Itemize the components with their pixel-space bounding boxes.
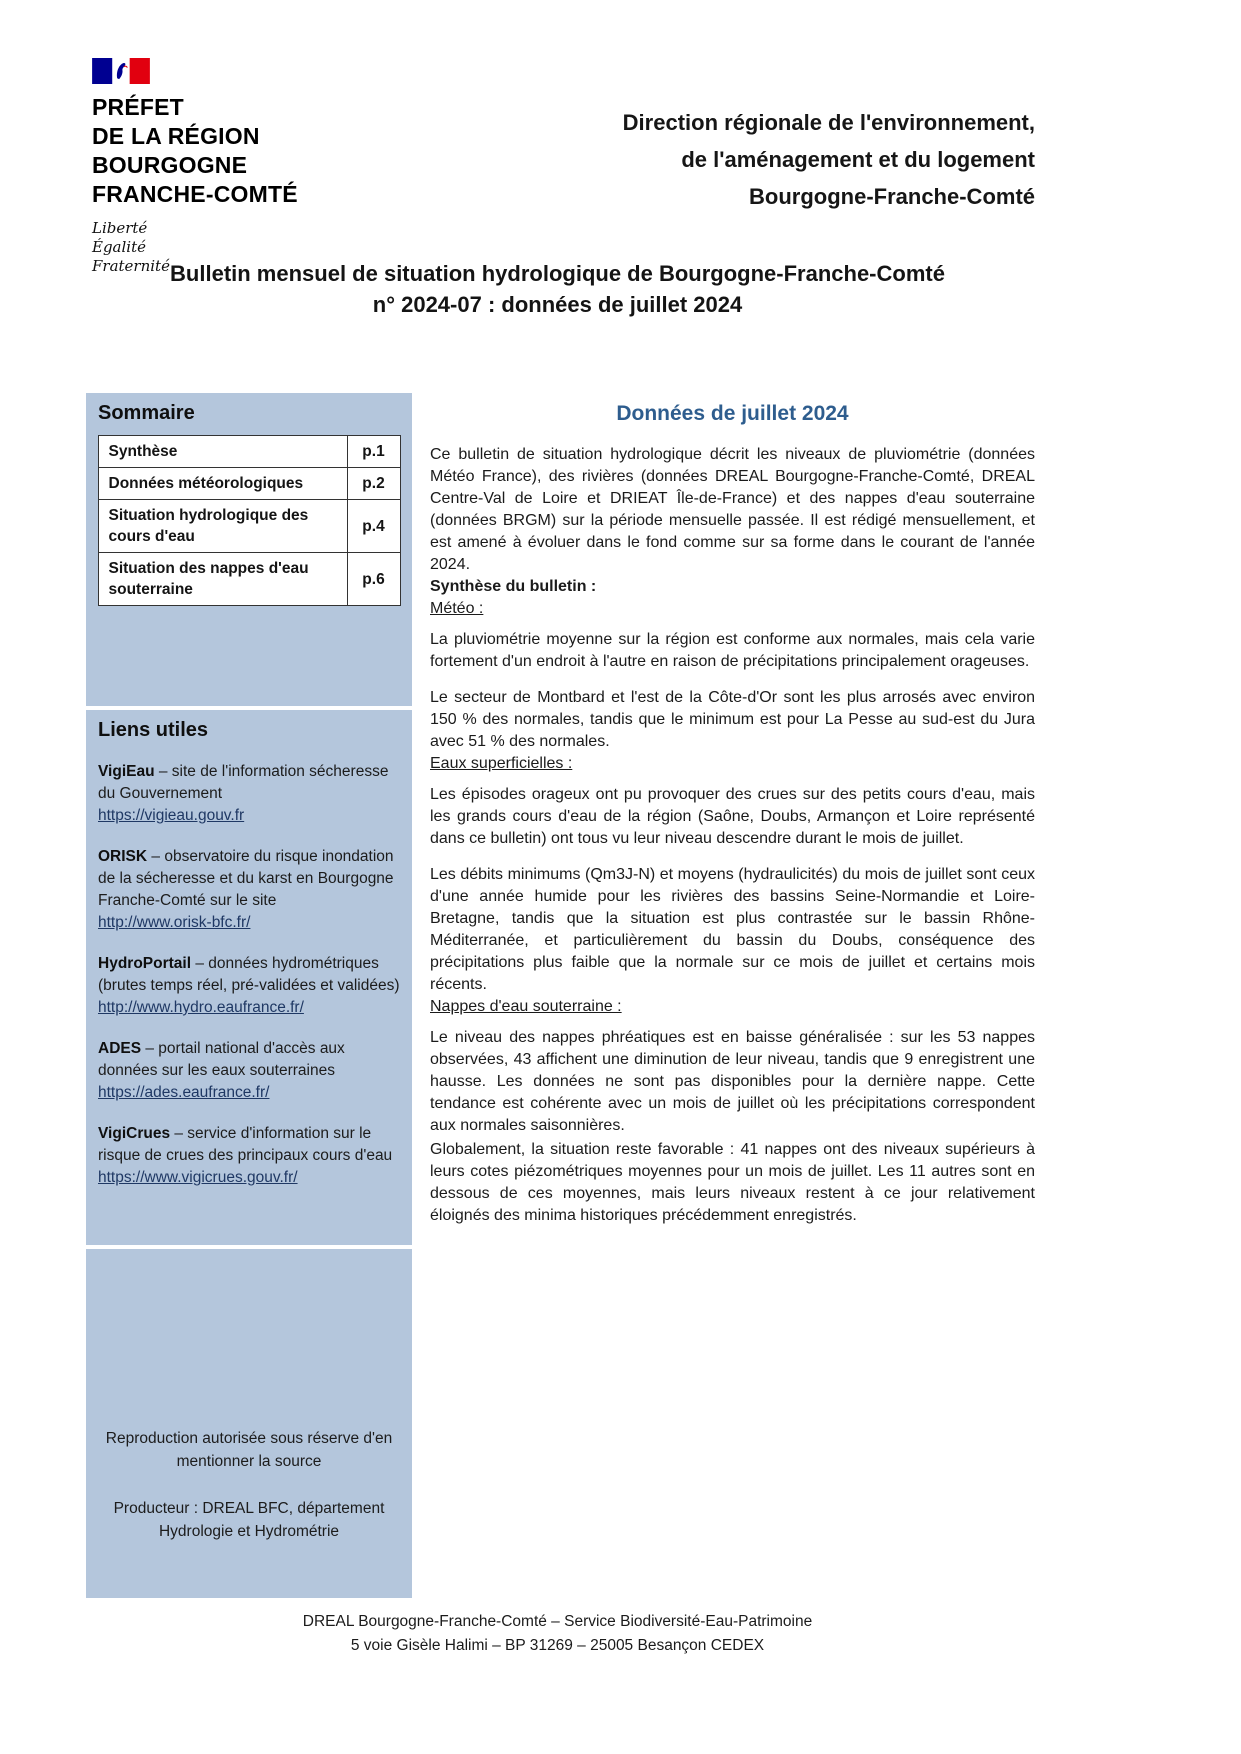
motto-line: Liberté: [92, 219, 148, 237]
link-name: ORISK: [98, 848, 148, 865]
links-list: [86, 761, 412, 1189]
direction-header-line: Bourgogne-Franche-Comté: [749, 184, 1035, 209]
page-title-line1: Bulletin mensuel de situation hydrologique de Bourgogne-Franche-Comté: [170, 261, 945, 286]
link-desc: – observatoire du risque inondation de la sécheresse et du karst en Bourgogne Franche-Comté sur le site: [98, 848, 394, 909]
brand-line: FRANCHE-COMTÉ: [92, 181, 298, 207]
eaux-superficielles-label: Eaux superficielles :: [430, 755, 573, 772]
reproduction-note: Reproduction autorisée sous réserve d'en mentionner la source: [105, 1430, 393, 1470]
link-block-vigieau: [98, 761, 400, 827]
page-title: [80, 258, 1035, 320]
toc-row-nappes[interactable]: [98, 553, 400, 606]
link-url-ades[interactable]: https://ades.eaufrance.fr/: [98, 1084, 270, 1101]
link-url-hydroportail[interactable]: http://www.hydro.eaufrance.fr/: [98, 999, 304, 1016]
toc-page[interactable]: p.2: [347, 468, 400, 500]
page-footer: [80, 1610, 1035, 1658]
liens-utiles-box: [86, 710, 412, 1245]
toc-label[interactable]: Synthèse: [98, 436, 347, 468]
nappes-paragraph-2: Globalement, la situation reste favorable : 41 nappes ont des niveaux supérieurs à leurs cotes piézométriques moyennes pour un mois de juillet. Les 11 autres sont en dessous de ces moyennes, mais leurs niveaux restent à ce jour relativement éloignés des minima historiques précédemment enregistrés.: [430, 1141, 1035, 1224]
toc-page[interactable]: p.1: [347, 436, 400, 468]
sommaire-box: [86, 393, 412, 706]
link-desc: – site de l'information sécheresse du Gouvernement: [98, 763, 389, 802]
liens-utiles-title: Liens utiles: [98, 719, 209, 741]
page-title-line2: n° 2024-07 : données de juillet 2024: [372, 292, 743, 317]
link-block-ades: [98, 1038, 400, 1104]
motto-line: Égalité: [92, 238, 146, 256]
sommaire-title: Sommaire: [98, 402, 195, 424]
toc-row-synthese[interactable]: [98, 436, 400, 468]
nappes-label: Nappes d'eau souterraine :: [430, 998, 622, 1015]
link-desc: – données hydrométriques (brutes temps réel, pré-validées et validées): [98, 955, 400, 994]
brand-line: PRÉFET: [92, 94, 184, 120]
toc-label[interactable]: Données météorologiques: [98, 468, 347, 500]
direction-header-line: de l'aménagement et du logement: [681, 147, 1035, 172]
link-url-vigicrues[interactable]: https://www.vigicrues.gouv.fr/: [98, 1169, 298, 1186]
toc-label[interactable]: Situation des nappes d'eau souterraine: [98, 553, 347, 606]
prefet-brand: [92, 93, 392, 209]
link-block-hydroportail: [98, 953, 400, 1019]
synthese-label: Synthèse du bulletin :: [430, 578, 597, 595]
link-desc: – portail national d'accès aux données sur les eaux souterraines: [98, 1040, 345, 1079]
link-desc: – service d'information sur le risque de crues des principaux cours d'eau: [98, 1125, 393, 1164]
link-name: VigiEau: [98, 763, 155, 780]
link-name: VigiCrues: [98, 1125, 171, 1142]
toc-label[interactable]: Situation hydrologique des cours d'eau: [98, 500, 347, 553]
meteo-paragraph-2: Le secteur de Montbard et l'est de la Côte-d'Or sont les plus arrosés avec environ 150 % des normales, tandis que le minimum est pour La Pesse au sud-est du Jura avec 51 % des normales.: [430, 689, 1035, 750]
meteo-label: Météo :: [430, 600, 484, 617]
link-block-orisk: [98, 846, 400, 934]
toc-page[interactable]: p.6: [347, 553, 400, 606]
nappes-paragraph-1: Le niveau des nappes phréatiques est en baisse généralisée : sur les 53 nappes observées, 43 affichent une diminution de leur niveau, tandis que 9 enregistrent une hausse. Les données ne sont pas disponibles pour la dernière nappe. Cette tendance est cohérente avec un mois de juillet où les précipitations correspondent aux normales saisonnières.: [430, 1029, 1035, 1134]
link-name: HydroPortail: [98, 955, 192, 972]
main-content: [430, 395, 1035, 1227]
direction-header: [435, 104, 1035, 215]
motto-line: Fraternité: [92, 257, 170, 275]
sidebar-notes-box: [86, 1249, 412, 1598]
section-heading-juillet: Données de juillet 2024: [616, 402, 849, 425]
brand-line: BOURGOGNE: [92, 152, 248, 178]
toc-table: [98, 435, 401, 606]
toc-row-meteo[interactable]: [98, 468, 400, 500]
direction-header-line: Direction régionale de l'environnement,: [622, 110, 1035, 135]
toc-row-cours-eau[interactable]: [98, 500, 400, 553]
footer-line1: DREAL Bourgogne-Franche-Comté – Service Biodiversité-Eau-Patrimoine: [302, 1613, 813, 1630]
eaux-paragraph-2: Les débits minimums (Qm3J-N) et moyens (hydraulicités) du mois de juillet sont ceux d'une année humide pour les rivières des bassins Seine-Normandie et Loire-Bretagne, tandis que la situation est plus contrastée sur le bassin Rhône-Méditerranée, et particulièrement du bassin du Doubs, conséquence des précipitations plus faible que la normale sur ce mois de juillet et certains mois récents.: [430, 866, 1035, 993]
brand-line: DE LA RÉGION: [92, 123, 260, 149]
link-name: ADES: [98, 1040, 142, 1057]
meteo-paragraph-1: La pluviométrie moyenne sur la région est conforme aux normales, mais cela varie fortement d'un endroit à l'autre en raison de précipitations principalement orageuses.: [430, 631, 1035, 670]
eaux-paragraph-1: Les épisodes orageux ont pu provoquer des crues sur des petits cours d'eau, mais les grands cours d'eau de la région (Saône, Doubs, Armançon et Loire représenté dans ce bulletin) ont tous vu leur niveau descendre durant le mois de juillet.: [430, 786, 1035, 847]
intro-paragraph: Ce bulletin de situation hydrologique décrit les niveaux de pluviométrie (données Météo France), des rivières (données DREAL Bourgogne-Franche-Comté, DREAL Centre-Val de Loire et DRIEAT Île-de-France) et des nappes d'eau souterraine (données BRGM) sur la période mensuelle passée. Il est rédigé mensuellement, et est amené à évoluer dans le fond comme sur sa forme dans le courant de l'année 2024.: [430, 446, 1035, 573]
link-block-vigicrues: [98, 1123, 400, 1189]
prefet-logo-block: [92, 58, 392, 276]
french-flag-icon: [92, 58, 150, 84]
toc-page[interactable]: p.4: [347, 500, 400, 553]
link-url-orisk[interactable]: http://www.orisk-bfc.fr/: [98, 914, 251, 931]
footer-line2: 5 voie Gisèle Halimi – BP 31269 – 25005 Besançon CEDEX: [350, 1637, 765, 1654]
producer-note: Producteur : DREAL BFC, département Hydrologie et Hydrométrie: [113, 1500, 385, 1540]
link-url-vigieau[interactable]: https://vigieau.gouv.fr: [98, 807, 245, 824]
